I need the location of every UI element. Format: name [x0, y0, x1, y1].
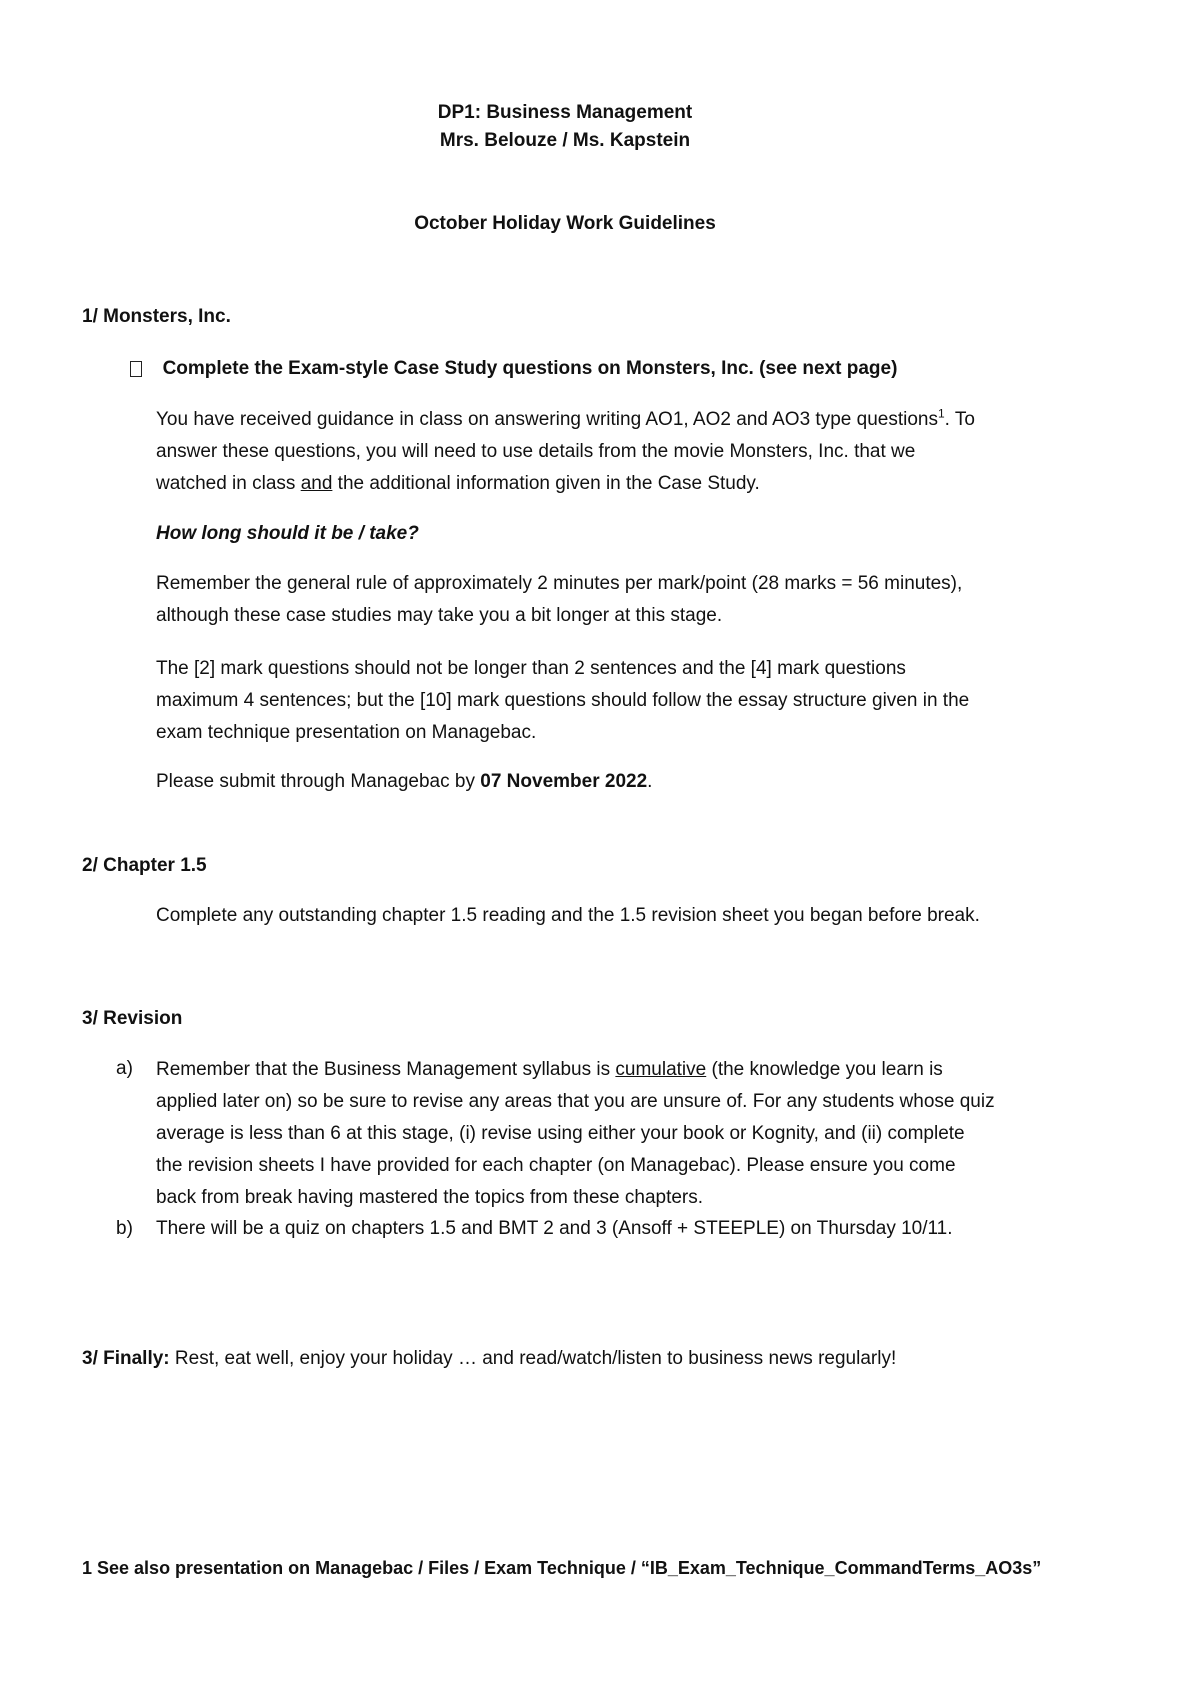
revision-item-a: [156, 1054, 995, 1214]
para3-line2: maximum 4 sentences; but the [10] mark questions should follow the essay structure given in the: [156, 690, 970, 711]
submit-instruction: Please submit through Managebac by 07 November 2022.: [156, 771, 653, 792]
task-text: Complete the Exam-style Case Study questions on Monsters, Inc. (see next page): [162, 358, 898, 379]
section2-text: Complete any outstanding chapter 1.5 reading and the 1.5 revision sheet you began before break.: [156, 905, 980, 926]
section3-heading: 3/ Revision: [82, 1008, 183, 1029]
para2-line1: Remember the general rule of approximately 2 minutes per mark/point (28 marks = 56 minutes),: [156, 573, 963, 594]
section1-paragraph2: [156, 568, 962, 632]
document-title: October Holiday Work Guidelines: [414, 213, 716, 234]
footnote: 1 See also presentation on Managebac / Files / Exam Technique / “IB_Exam_Technique_CommandTerms_AO3s”: [82, 1558, 1042, 1578]
footnote-ref: 1: [937, 406, 945, 421]
course-title: DP1: Business Management: [437, 102, 693, 123]
item-a-line1: Remember that the Business Management syllabus is cumulative (the knowledge you learn is: [156, 1059, 943, 1080]
item-a-line2: applied later on) so be sure to revise any areas that you are unsure of. For any students whose quiz: [156, 1091, 995, 1112]
final-heading: 3/ Finally:: [82, 1348, 170, 1369]
section2-heading: 2/ Chapter 1.5: [82, 855, 207, 876]
revision-item-b: There will be a quiz on chapters 1.5 and BMT 2 and 3 (Ansoff + STEEPLE) on Thursday 10/11.: [156, 1218, 953, 1239]
section1-paragraph3: [156, 653, 969, 749]
final-note: 3/ Finally: Rest, eat well, enjoy your holiday … and read/watch/listen to business news regularly!: [82, 1348, 897, 1369]
item-a-line5: back from break having mastered the topics from these chapters.: [156, 1187, 704, 1208]
para2-line2: although these case studies may take you a bit longer at this stage.: [156, 605, 723, 626]
para1-line3: watched in class and the additional information given in the Case Study.: [156, 473, 760, 494]
para1-line1: You have received guidance in class on answering writing AO1, AO2 and AO3 type questions$^1$. To: [156, 406, 975, 430]
teachers-line: Mrs. Belouze / Ms. Kapstein: [439, 130, 691, 151]
list-marker-a: a): [116, 1058, 133, 1079]
section1-subheading: How long should it be / take?: [156, 523, 419, 544]
item-a-line4: the revision sheets I have provided for each chapter (on Managebac). Please ensure you come: [156, 1155, 956, 1176]
section1-task: [130, 358, 897, 380]
due-date: 07 November 2022: [480, 771, 648, 792]
section1-heading: 1/ Monsters, Inc.: [82, 306, 231, 327]
checkbox-icon: [130, 361, 142, 377]
list-marker-b: b): [116, 1218, 133, 1239]
para3-line1: The [2] mark questions should not be longer than 2 sentences and the [4] mark questions: [156, 658, 906, 679]
para3-line3: exam technique presentation on Managebac.: [156, 722, 537, 743]
item-a-line3: average is less than 6 at this stage, (i) revise using either your book or Kognity, and (ii) complete: [156, 1123, 965, 1144]
para1-line2: answer these questions, you will need to use details from the movie Monsters, Inc. that we: [156, 441, 916, 462]
section1-paragraph1: [156, 404, 975, 500]
